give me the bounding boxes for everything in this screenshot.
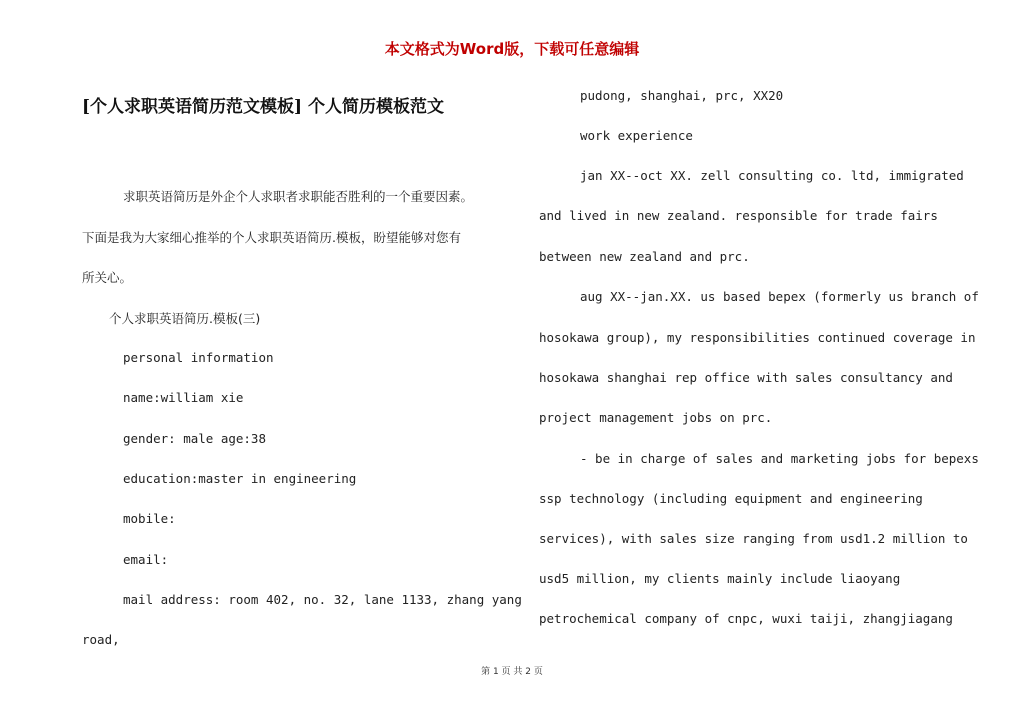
bullet-line-4: usd5 million, my clients mainly include liaoyang	[539, 571, 901, 586]
job2-line-1: aug XX--jan.XX. us based bepex (formerly us branch of	[580, 289, 979, 304]
job1-line-3: between new zealand and prc.	[539, 249, 750, 264]
name-line: name:william xie	[123, 390, 244, 405]
editable-banner: 本文格式为Word版，下载可任意编辑	[384, 40, 640, 58]
bullet-line-1: - be in charge of sales and marketing jobs for bepexs	[580, 451, 979, 466]
mail-address-line-1: mail address: room 402, no. 32, lane 1133, zhang yang	[123, 592, 522, 607]
mail-address-line-2: road,	[82, 632, 120, 647]
bullet-line-3: services), with sales size ranging from usd1.2 million to	[539, 531, 968, 546]
job2-line-3: hosokawa shanghai rep office with sales consultancy and	[539, 370, 953, 385]
intro-line-3: 所关心。	[82, 270, 133, 285]
template-heading: 个人求职英语简历.模板(三)	[109, 311, 261, 326]
intro-line-2: 下面是我为大家细心推举的个人求职英语简历.模板，盼望能够对您有	[82, 230, 461, 245]
job2-line-2: hosokawa group), my responsibilities continued coverage in	[539, 330, 976, 345]
email-line: email:	[123, 552, 169, 567]
bullet-line-2: ssp technology (including equipment and engineering	[539, 491, 923, 506]
bullet-line-5: petrochemical company of cnpc, wuxi taiji, zhangjiagang	[539, 611, 953, 626]
job2-line-4: project management jobs on prc.	[539, 410, 773, 425]
page-number: 第 1 页 共 2 页	[481, 667, 543, 677]
gender-age-line: gender: male age:38	[123, 431, 266, 446]
job1-line-2: and lived in new zealand. responsible for trade fairs	[539, 208, 938, 223]
personal-information-label: personal information	[123, 350, 274, 365]
mobile-line: mobile:	[123, 511, 176, 526]
job1-line-1: jan XX--oct XX. zell consulting co. ltd, immigrated	[580, 168, 964, 183]
work-experience-heading: work experience	[580, 128, 693, 143]
education-line: education:master in engineering	[123, 471, 357, 486]
address-continuation: pudong, shanghai, prc, XX20	[580, 88, 784, 103]
page-title: [个人求职英语简历范文模板] 个人简历模板范文	[82, 97, 445, 117]
intro-line-1: 求职英语简历是外企个人求职者求职能否胜利的一个重要因素。	[123, 189, 474, 204]
